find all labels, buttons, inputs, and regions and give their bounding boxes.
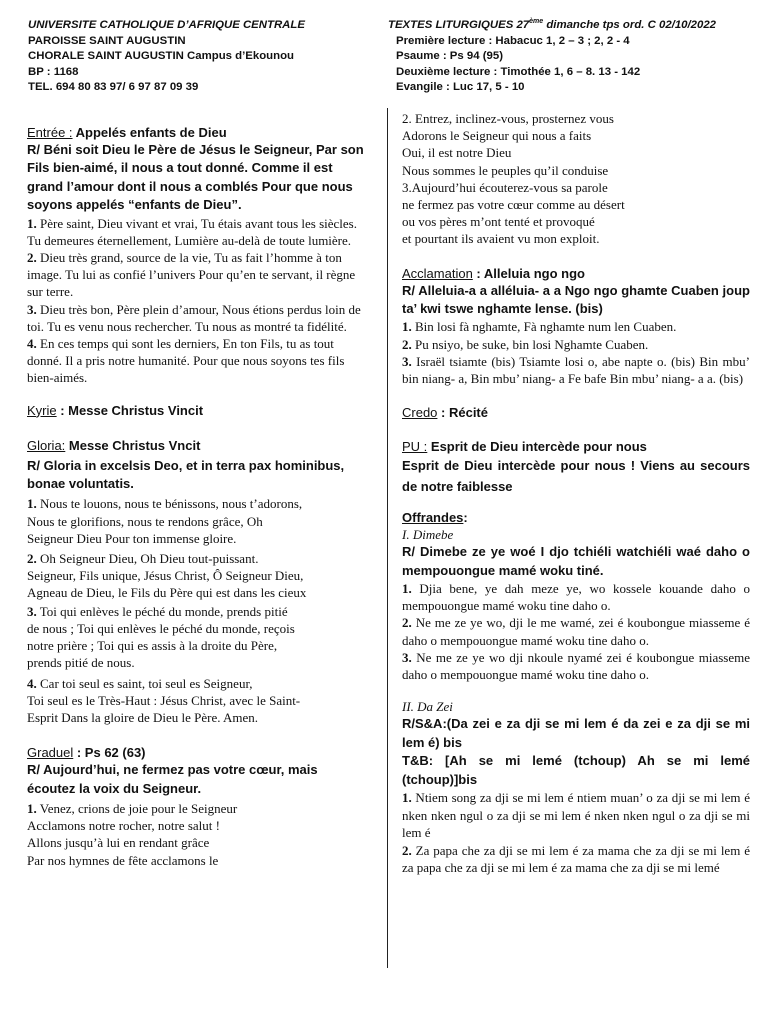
- verse: 2. Dieu très grand, source de la vie, Tu as fait l’homme à ton image. Tu lui as confié l’univers Pour qu’en te servant, il règne sur terre.: [27, 250, 356, 300]
- verse: 1. Bin losi fà nghamte, Fà nghamte num len Cuaben.: [402, 319, 677, 335]
- verse: 1. Venez, crions de joie pour le Seigneur Acclamons notre rocher, notre salut ! Allons jusqu’à lui en rendant grâce Par nos hymnes de fête acclamons le: [27, 800, 238, 868]
- verse: 2. Za papa che za dji se mi lem é za mama che za dji se mi lem é za papa che za dji se mi lem é za mama che za dji se mi lemé: [402, 842, 750, 876]
- refrain: T&B: [Ah se mi lemé (tchoup) Ah se mi lemé (tchoup)]bis: [402, 753, 750, 787]
- verse: 1. Nous te louons, nous te bénissons, nous t’adorons, Nous te glorifions, nous te rendons grâce, Oh Seigneur Dieu Pour ton immense gloire.: [27, 496, 303, 546]
- refrain: R/ Gloria in excelsis Deo, et in terra pax hominibus, bonae voluntatis.: [27, 457, 345, 492]
- column-divider: [387, 108, 388, 968]
- university-name: UNIVERSITE CATHOLIQUE D’AFRIQUE CENTRALE: [28, 19, 305, 31]
- phone-numbers: TEL. 694 80 83 97/ 6 97 87 09 39: [28, 81, 199, 94]
- credo-section: [402, 404, 750, 421]
- section-title: Credo : Récité: [402, 405, 488, 421]
- verse: 3. Toi qui enlèves le péché du monde, prends pitié de nous ; Toi qui enlèves le péché du monde, reçois notre prière ; Toi qui es assis à la droite du Père, prends pitié de nous.: [27, 603, 295, 671]
- refrain: R/ Alleluia-a a alléluia- a a Ngo ngo ghamte Cuaben joup ta’ kwi tswe nghamte lense. (bis): [402, 282, 750, 317]
- parish-name: PAROISSE SAINT AUGUSTIN: [28, 34, 186, 47]
- verse: 1. Ntiem song za dji se mi lem é ntiem muan’ o za dji se mi lem é nken nken ngul o za dji se mi lem é nken nken ngul o za dji se mi lem é: [402, 789, 750, 841]
- choir-name: CHORALE SAINT AUGUSTIN Campus d’Ekounou: [28, 50, 294, 63]
- left-column: [27, 124, 365, 869]
- refrain: R/ Dimebe ze ye woé I djo tchiéli watchiéli waé daho o mempouongue mamé woku tiné.: [402, 544, 750, 578]
- acclamation-section: [402, 265, 750, 388]
- refrain: R/ Aujourd’hui, ne fermez pas votre cœur, mais écoutez la voix du Seigneur.: [27, 762, 318, 796]
- verse: 2. Oh Seigneur Dieu, Oh Dieu tout-puissant. Seigneur, Fils unique, Jésus Christ, Ô Seigneur Dieu, Agneau de Dieu, le Fils du Père qui est dans les cieux: [27, 551, 307, 601]
- entree-section: [27, 124, 365, 387]
- graduel-continued: 2. Entrez, inclinez-vous, prosternez vous Adorons le Seigneur qui nous a faits Oui, il est notre Dieu Nous sommes le peuples qu’il conduise 3.Aujourd’hui écouterez-vous sa parole ne fermez pas votre cœur comme au désert ou vos pères m’ont tenté et provoqué et pourtant ils avaient vu mon exploit.: [402, 111, 625, 247]
- refrain: R/ Béni soit Dieu le Père de Jésus le Seigneur, Par son Fils bien-aimé, il nous a tout donné. Comme il est grand l’amour dont il nous a comblés Pour que nous soyons appelés “enfants de Dieu”.: [27, 142, 364, 213]
- right-column: [402, 110, 750, 877]
- section-title: Acclamation : Alleluia ngo ngo: [402, 265, 585, 281]
- section-title: Offrandes:: [402, 510, 468, 526]
- second-reading: Deuxième lecture : Timothée 1, 6 – 8. 13 - 142: [396, 65, 641, 78]
- verse: 2. Ne me ze ye wo, dji le me wamé, zei é koubongue miasseme é daho o mempouongue mamé woku tine daho o.: [402, 615, 750, 648]
- verse: 2. Pu nsiyo, be suke, bin losi Nghamte Cuaben.: [402, 336, 649, 352]
- section-title: Kyrie : Messe Christus Vincit: [27, 402, 204, 418]
- postal-box: BP : 1168: [28, 65, 79, 78]
- kyrie-section: [27, 402, 365, 419]
- refrain: Esprit de Dieu intercède pour nous ! Viens au secours de notre faiblesse: [402, 458, 750, 495]
- verse: 1. Père saint, Dieu vivant et vrai, Tu étais avant tous les siècles. Tu demeures éternellement, Lumière au-delà de toute lumière.: [27, 215, 357, 248]
- section-title: Gloria: Messe Christus Vncit: [27, 437, 201, 453]
- refrain: R/S&A:(Da zei e za dji se mi lem é da zei e za dji se mi lem é) bis: [402, 716, 750, 750]
- header-right: [388, 18, 758, 96]
- section-title: Entrée : Appelés enfants de Dieu: [27, 125, 227, 140]
- subsection-title: I. Dimebe: [402, 527, 454, 543]
- verse: 3. Dieu très bon, Père plein d’amour, Nous étions perdus loin de toi. Tu es venu nous rechercher. Tu nous as montré ta fidélité.: [27, 301, 361, 334]
- pu-section: [402, 438, 750, 497]
- header-left: [28, 18, 378, 96]
- verse: 4. En ces temps qui sont les derniers, En ton Fils, tu as tout donné. Il a pris notre humanité. Pour que nous soyons tes fils bien-aimés.: [27, 336, 345, 386]
- gloria-section: [27, 437, 365, 726]
- liturgy-title: TEXTES LITURGIQUES 27ème dimanche tps ord. C 02/10/2022: [388, 18, 717, 31]
- verse: 1. Djia bene, ye dah meze ye, wo kossele kouande daho o mempouongue mamé woku tine daho o.: [402, 581, 750, 614]
- graduel-section: [27, 744, 365, 869]
- psalm: Psaume : Ps 94 (95): [396, 50, 503, 63]
- section-title: PU : Esprit de Dieu intercède pour nous: [402, 439, 647, 455]
- section-title: Graduel : Ps 62 (63): [27, 745, 146, 761]
- gospel: Evangile : Luc 17, 5 - 10: [396, 81, 525, 94]
- offrandes-section: [402, 509, 750, 877]
- verse: 3. Ne me ze ye wo dji nkoule nyamé zei é koubongue miasseme daho o mempouongue mamé woku tine daho o.: [402, 649, 750, 683]
- subsection-title: II. Da Zei: [402, 699, 453, 715]
- verse: 3. Israël tsiamte (bis) Tsiamte losi o, abe napte o. (bis) Bin mbu’ bin niang- a, Bin mbu’ niang- a Fe bafe Bin mbu’ niang- a a. (bis): [402, 353, 750, 387]
- verse: 4. Car toi seul es saint, toi seul es Seigneur, Toi seul es le Très-Haut : Jésus Christ, avec le Saint- Esprit Dans la gloire de Dieu le Père. Amen.: [27, 675, 301, 725]
- first-reading: Première lecture : Habacuc 1, 2 – 3 ; 2, 2 - 4: [396, 34, 630, 47]
